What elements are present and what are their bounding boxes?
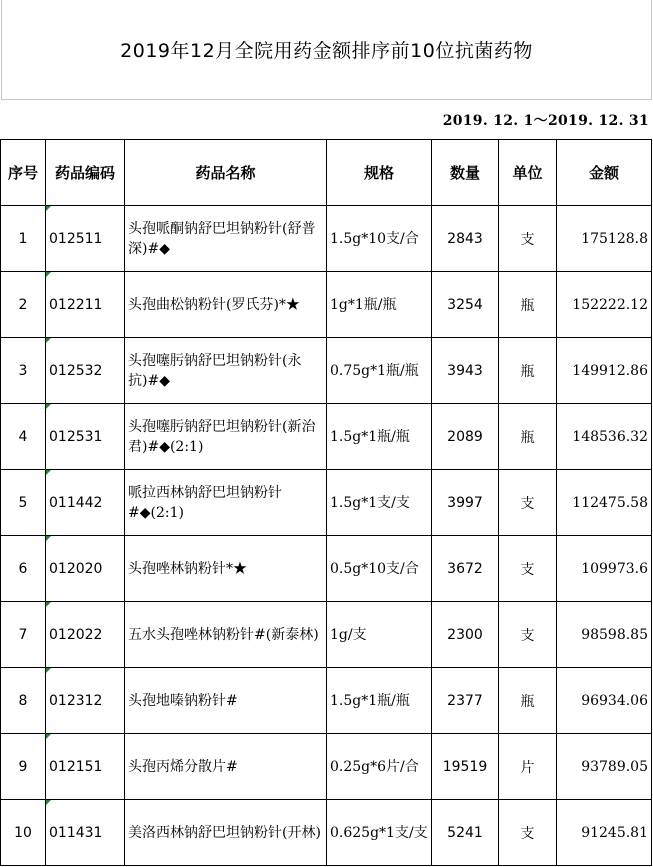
- cell-quantity-text: 3997: [447, 494, 483, 511]
- cell-quantity: [432, 206, 499, 272]
- cell-seq: [1, 734, 46, 800]
- cell-unit: [499, 734, 557, 800]
- cell-quantity: [432, 602, 499, 668]
- cell-amount: [557, 536, 652, 602]
- table-row: [1, 602, 652, 668]
- text-number-indicator-icon: [46, 272, 51, 277]
- cell-spec-text: 0.75g*1瓶/瓶: [330, 362, 419, 379]
- header-spec: 规格: [327, 140, 432, 206]
- cell-amount: [557, 272, 652, 338]
- cell-code: [46, 734, 125, 800]
- cell-seq-text: 3: [18, 362, 28, 379]
- cell-unit: [499, 800, 557, 866]
- cell-drug-name: [125, 272, 327, 338]
- cell-code-text: 012151: [49, 758, 103, 775]
- cell-amount: [557, 206, 652, 272]
- cell-unit-text: 瓶: [520, 363, 535, 380]
- table-row: [1, 734, 652, 800]
- cell-seq: [1, 536, 46, 602]
- cell-drug-name: [125, 404, 327, 470]
- cell-quantity-text: 3943: [447, 362, 483, 379]
- cell-code-text: 012532: [49, 362, 103, 379]
- cell-drug-name-text: 哌拉西林钠舒巴坦钠粉针#◆(2:1): [128, 484, 282, 521]
- cell-unit: [499, 470, 557, 536]
- cell-spec-text: 0.5g*10支/合: [330, 560, 419, 577]
- cell-amount-text: 148536.32: [572, 428, 648, 445]
- cell-drug-name-text: 头孢曲松钠粉针(罗氏芬)*★: [128, 296, 300, 313]
- cell-spec: [327, 602, 432, 668]
- cell-unit: [499, 272, 557, 338]
- cell-spec: [327, 404, 432, 470]
- cell-amount-text: 112475.58: [572, 494, 648, 511]
- cell-spec: [327, 536, 432, 602]
- text-number-indicator-icon: [46, 404, 51, 409]
- cell-unit-text: 支: [520, 627, 535, 644]
- cell-unit: [499, 602, 557, 668]
- cell-amount: [557, 404, 652, 470]
- cell-seq-text: 5: [18, 494, 28, 511]
- cell-unit-text: 支: [520, 561, 535, 578]
- cell-code: [46, 800, 125, 866]
- cell-amount: [557, 800, 652, 866]
- cell-drug-name: [125, 206, 327, 272]
- cell-seq: [1, 668, 46, 734]
- cell-quantity: [432, 470, 499, 536]
- cell-code-text: 012022: [49, 626, 103, 643]
- cell-drug-name: [125, 734, 327, 800]
- cell-quantity: [432, 272, 499, 338]
- cell-unit: [499, 404, 557, 470]
- cell-unit-text: 瓶: [520, 693, 535, 710]
- cell-spec: [327, 338, 432, 404]
- header-qty: 数量: [432, 140, 499, 206]
- cell-seq: [1, 206, 46, 272]
- cell-unit: [499, 338, 557, 404]
- cell-amount-text: 91245.81: [581, 824, 648, 841]
- cell-seq-text: 9: [18, 758, 28, 775]
- table-row: [1, 470, 652, 536]
- cell-seq: [1, 272, 46, 338]
- cell-drug-name: [125, 668, 327, 734]
- cell-seq-text: 6: [18, 560, 28, 577]
- cell-quantity: [432, 536, 499, 602]
- cell-amount: [557, 470, 652, 536]
- cell-seq: [1, 602, 46, 668]
- cell-drug-name-text: 头孢噻肟钠舒巴坦钠粉针(新治君)#◆(2:1): [128, 418, 316, 455]
- cell-spec-text: 1g/支: [330, 626, 367, 643]
- cell-spec-text: 1.5g*1瓶/瓶: [330, 692, 410, 709]
- cell-spec: [327, 206, 432, 272]
- cell-code: [46, 206, 125, 272]
- header-unit: 单位: [499, 140, 557, 206]
- cell-drug-name-text: 五水头孢唑林钠粉针#(新泰林): [128, 626, 319, 643]
- cell-code-text: 012531: [49, 428, 103, 445]
- cell-amount: [557, 668, 652, 734]
- cell-quantity: [432, 800, 499, 866]
- cell-spec: [327, 734, 432, 800]
- cell-quantity-text: 2843: [447, 230, 483, 247]
- cell-drug-name: [125, 470, 327, 536]
- cell-quantity: [432, 404, 499, 470]
- cell-drug-name: [125, 536, 327, 602]
- cell-amount: [557, 734, 652, 800]
- cell-amount-text: 152222.12: [572, 296, 648, 313]
- cell-unit-text: 支: [520, 231, 535, 248]
- cell-seq: [1, 404, 46, 470]
- cell-seq-text: 2: [18, 296, 28, 313]
- cell-seq-text: 4: [18, 428, 28, 445]
- cell-quantity-text: 2300: [447, 626, 483, 643]
- cell-seq: [1, 800, 46, 866]
- cell-unit-text: 支: [520, 495, 535, 512]
- cell-drug-name-text: 头孢噻肟钠舒巴坦钠粉针(永抗)#◆: [128, 352, 302, 389]
- cell-amount-text: 93789.05: [581, 758, 648, 775]
- table-row: [1, 668, 652, 734]
- cell-code: [46, 536, 125, 602]
- header-seq: 序号: [1, 140, 46, 206]
- cell-seq-text: 1: [18, 230, 28, 247]
- cell-code-text: 012312: [49, 692, 103, 709]
- text-number-indicator-icon: [46, 800, 51, 805]
- cell-amount-text: 149912.86: [572, 362, 648, 379]
- header-amount: 金额: [557, 140, 652, 206]
- text-number-indicator-icon: [46, 668, 51, 673]
- text-number-indicator-icon: [46, 206, 51, 211]
- header-code: 药品编码: [46, 140, 125, 206]
- cell-drug-name: [125, 602, 327, 668]
- cell-spec: [327, 272, 432, 338]
- cell-quantity-text: 2377: [447, 692, 483, 709]
- cell-spec: [327, 470, 432, 536]
- text-number-indicator-icon: [46, 470, 51, 475]
- cell-seq: [1, 338, 46, 404]
- cell-seq: [1, 470, 46, 536]
- table-row: [1, 404, 652, 470]
- cell-spec-text: 1.5g*10支/合: [330, 230, 419, 247]
- cell-unit-text: 瓶: [520, 429, 535, 446]
- text-number-indicator-icon: [46, 734, 51, 739]
- cell-drug-name-text: 头孢地嗪钠粉针#: [128, 692, 238, 709]
- cell-drug-name-text: 头孢唑林钠粉针*★: [128, 560, 247, 577]
- cell-amount: [557, 338, 652, 404]
- cell-amount-text: 98598.85: [581, 626, 648, 643]
- table-row: [1, 536, 652, 602]
- cell-amount: [557, 602, 652, 668]
- cell-code: [46, 470, 125, 536]
- cell-quantity: [432, 668, 499, 734]
- cell-seq-text: 8: [18, 692, 28, 709]
- cell-quantity: [432, 734, 499, 800]
- cell-code-text: 012511: [49, 230, 103, 247]
- cell-code: [46, 404, 125, 470]
- text-number-indicator-icon: [46, 338, 51, 343]
- cell-drug-name-text: 头孢哌酮钠舒巴坦钠粉针(舒普深)#◆: [128, 220, 316, 257]
- cell-unit-text: 瓶: [520, 297, 535, 314]
- report-title: 2019年12月全院用药金额排序前10位抗菌药物: [1, 0, 652, 100]
- cell-drug-name: [125, 338, 327, 404]
- cell-code-text: 012020: [49, 560, 103, 577]
- table-row: [1, 272, 652, 338]
- cell-unit: [499, 536, 557, 602]
- cell-code: [46, 668, 125, 734]
- cell-spec-text: 1.5g*1瓶/瓶: [330, 428, 410, 445]
- table-row: [1, 206, 652, 272]
- cell-code-text: 011431: [49, 824, 103, 841]
- cell-unit-text: 支: [520, 825, 535, 842]
- cell-quantity-text: 3254: [447, 296, 483, 313]
- cell-drug-name-text: 头孢丙烯分散片#: [128, 758, 238, 775]
- cell-quantity-text: 19519: [442, 758, 488, 775]
- cell-drug-name-text: 美洛西林钠舒巴坦钠粉针(开林): [128, 824, 321, 841]
- cell-quantity: [432, 338, 499, 404]
- cell-amount-text: 175128.8: [581, 230, 648, 247]
- cell-spec-text: 0.25g*6片/合: [330, 758, 419, 775]
- text-number-indicator-icon: [46, 536, 51, 541]
- cell-code-text: 011442: [49, 494, 103, 511]
- table-row: [1, 338, 652, 404]
- text-number-indicator-icon: [46, 602, 51, 607]
- cell-spec-text: 0.625g*1支/支: [330, 824, 428, 841]
- cell-spec-text: 1g*1瓶/瓶: [330, 296, 397, 313]
- cell-code: [46, 338, 125, 404]
- cell-drug-name: [125, 800, 327, 866]
- cell-amount-text: 96934.06: [581, 692, 648, 709]
- cell-amount-text: 109973.6: [581, 560, 648, 577]
- header-name: 药品名称: [125, 140, 327, 206]
- cell-code: [46, 272, 125, 338]
- date-range: 2019. 12. 1～2019. 12. 31: [442, 113, 649, 129]
- cell-spec-text: 1.5g*1支/支: [330, 494, 410, 511]
- cell-unit: [499, 668, 557, 734]
- cell-spec: [327, 800, 432, 866]
- cell-unit: [499, 206, 557, 272]
- cell-seq-text: 10: [14, 824, 32, 841]
- cell-code: [46, 602, 125, 668]
- cell-quantity-text: 2089: [447, 428, 483, 445]
- header-row: [1, 140, 652, 206]
- antibiotic-table: [0, 139, 652, 866]
- cell-seq-text: 7: [18, 626, 28, 643]
- cell-code-text: 012211: [49, 296, 103, 313]
- cell-spec: [327, 668, 432, 734]
- cell-unit-text: 片: [520, 759, 535, 776]
- table-row: [1, 800, 652, 866]
- cell-quantity-text: 5241: [447, 824, 483, 841]
- cell-quantity-text: 3672: [447, 560, 483, 577]
